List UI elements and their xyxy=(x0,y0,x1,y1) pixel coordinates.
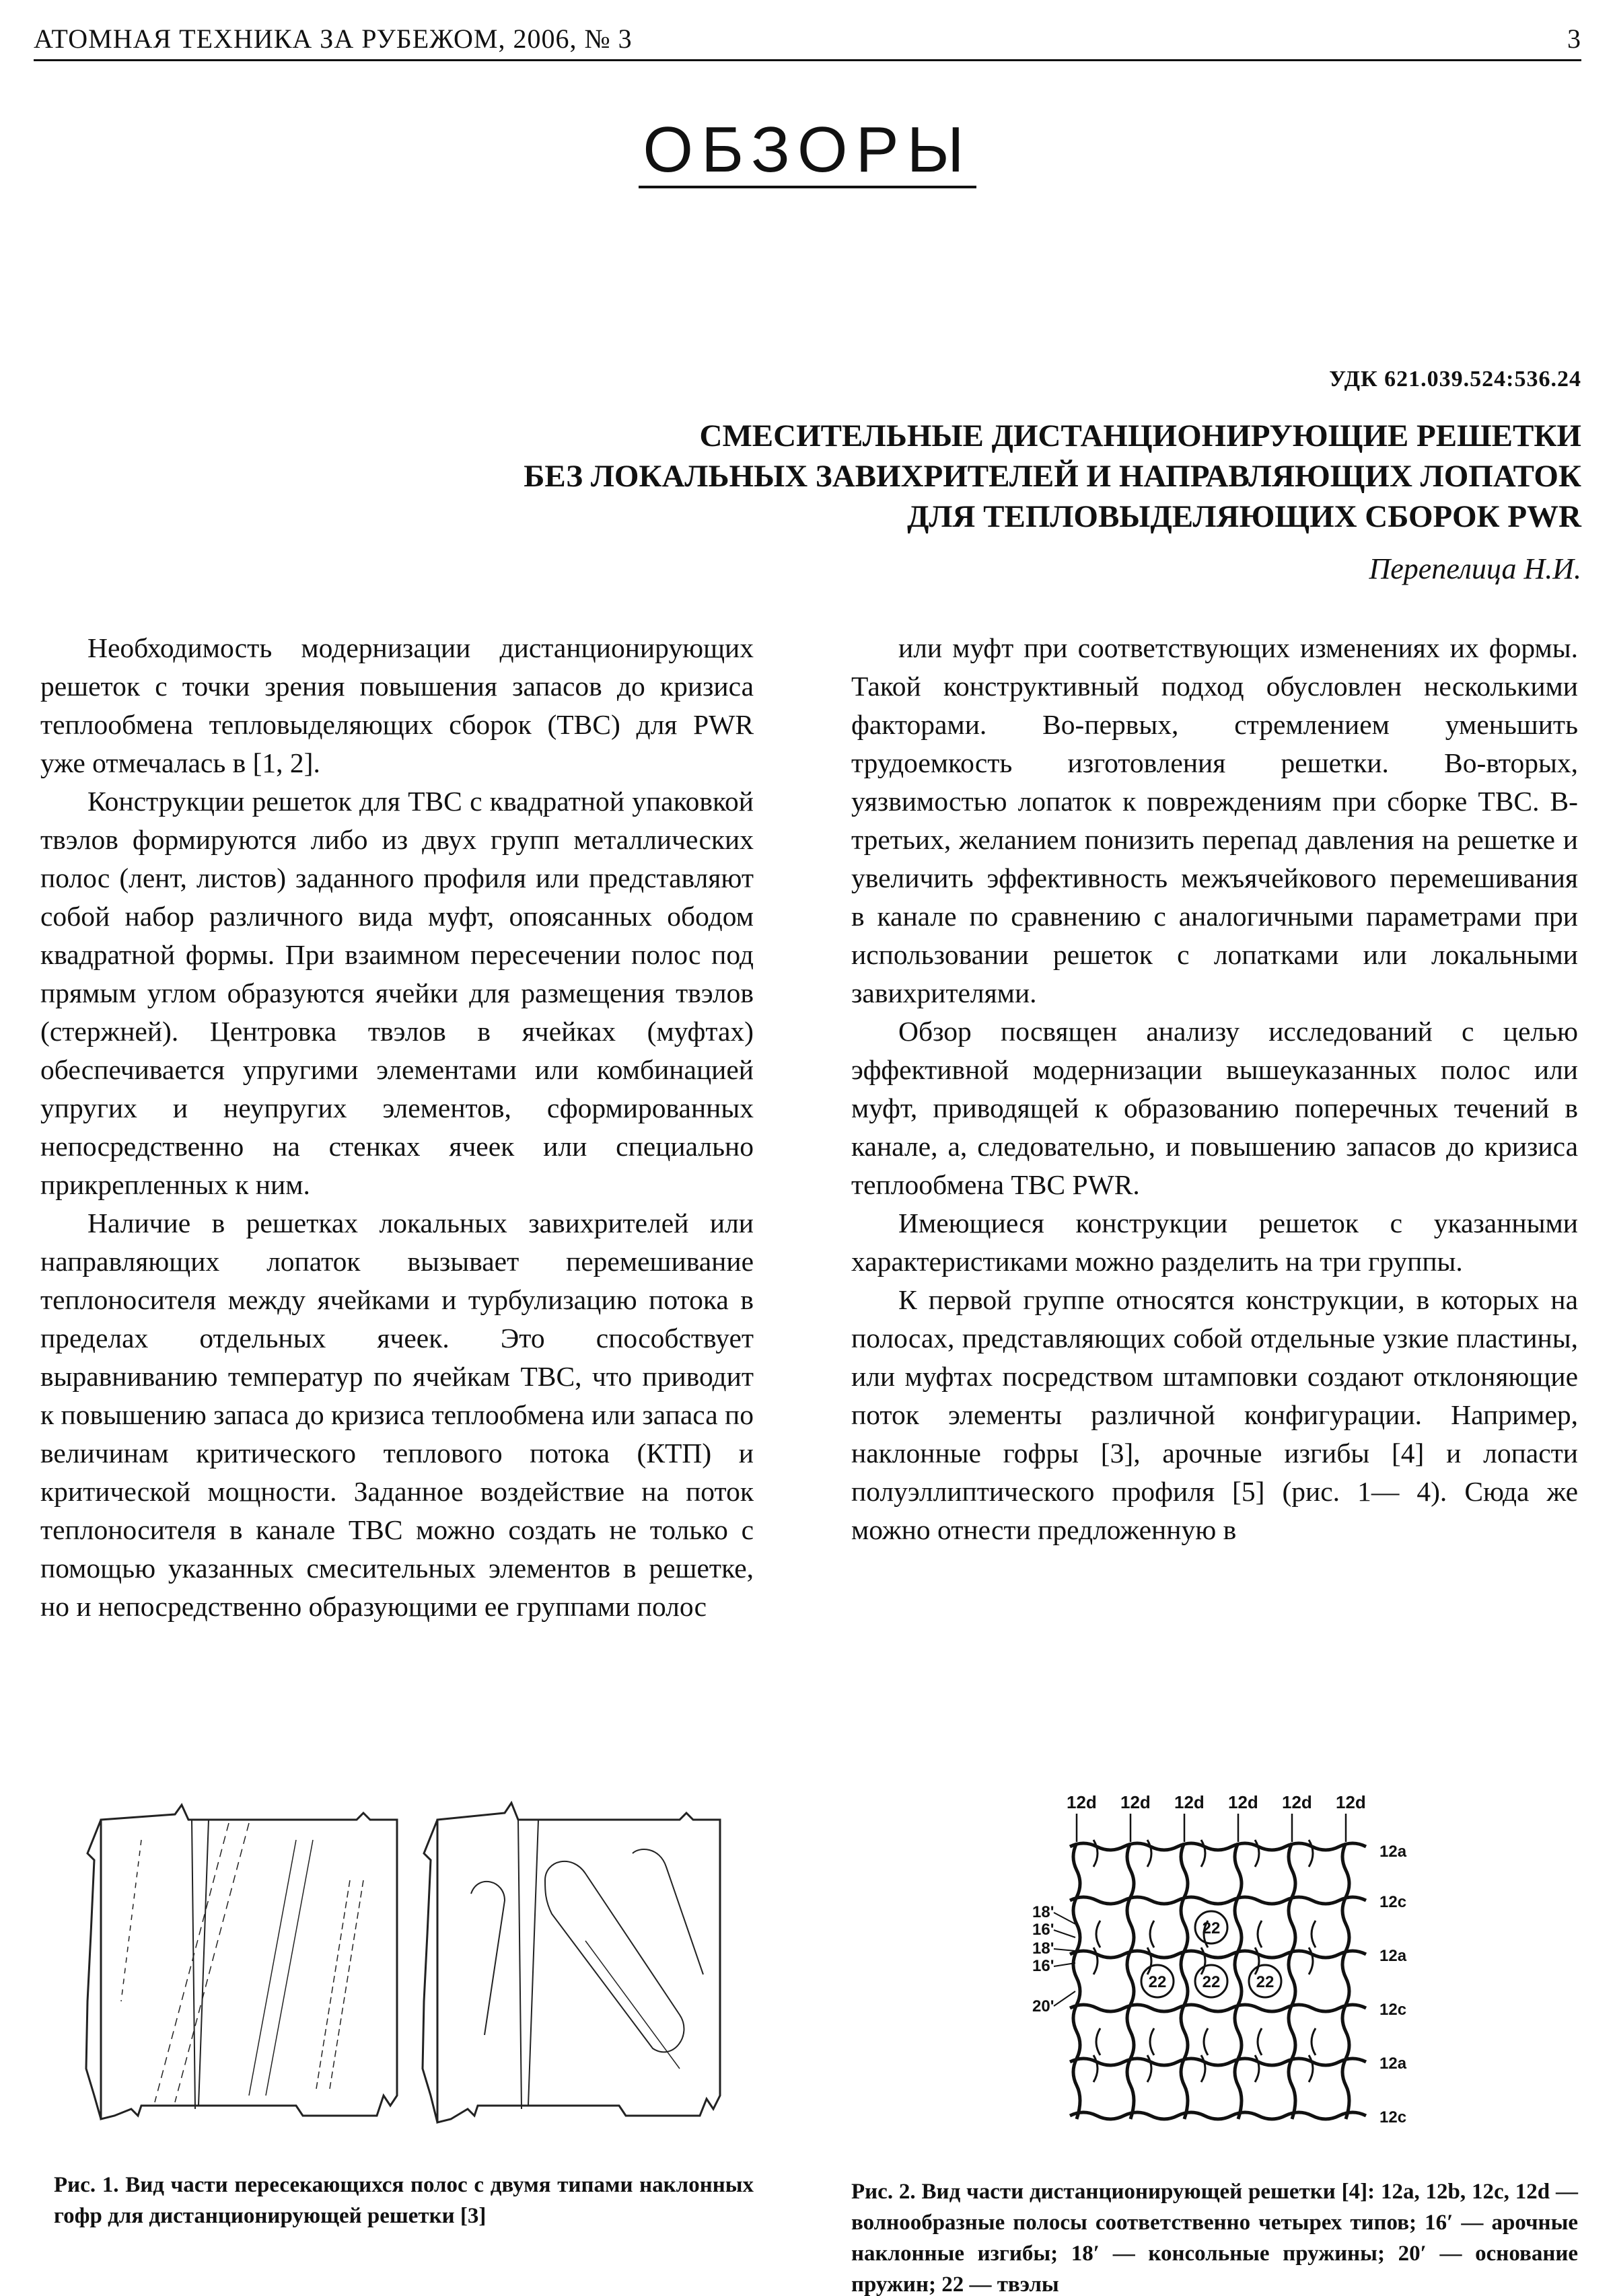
figure-2-drawing xyxy=(1030,1789,1454,2173)
label-12c: 12c xyxy=(1379,2001,1407,2019)
label-12a: 12a xyxy=(1379,2054,1407,2073)
top-labels xyxy=(1067,1792,1366,1812)
paragraph: Необходимость модернизации дистанционирующих решеток с точки зрения повышения запасов до кризиса теплообмена тепловыделяющих сборок (ТВС) для PWR уже отмечалась в [1, 2]. xyxy=(40,632,754,778)
label-12c: 12c xyxy=(1379,2108,1407,2126)
label-12d: 12d xyxy=(1067,1792,1097,1812)
label-22: 22 xyxy=(1202,1973,1221,1991)
paragraph: Наличие в решетках локальных завихрителей или направляющих лопаток вызывает перемешивание теплоносителя между ячейками и турбулизацию потока в пределах отдельных ячеек. Это способствует выравниванию температур по ячейкам ТВС, что приводит к повышению запаса до кризиса теплообмена или запаса по величинам критического теплового потока (КТП) и критической мощности. Заданное воздействие на поток теплоносителя в канале ТВС можно создать не только с помощью указанных смесительных элементов в решетке, но и непосредственно образующими ее группами полос xyxy=(40,1208,754,1622)
label-20: 20' xyxy=(1032,1997,1054,2015)
label-12a: 12a xyxy=(1379,1843,1407,1861)
section-title-text: ОБЗОРЫ xyxy=(639,114,976,188)
paragraph: Конструкции решеток для ТВС с квадратной упаковкой твэлов формируются либо из двух групп металлических полос (лент, листов) заданного профиля или представляют собой набор различного вида муфт, опоясанных ободом квадратной формы. При взаимном пересечении полос под прямым углом образуются ячейки для размещения твэлов (стержней). Центровка твэлов в ячейках (муфтах) обеспечивается упругими элементами или комбинацией упругих и неупругих элементов, сформированных непосредственно на стенках ячеек или специально прикрепленных к ним. xyxy=(40,786,754,1200)
author: Перепелица Н.И. xyxy=(1369,552,1581,585)
section-title xyxy=(0,114,1615,186)
label-12d: 12d xyxy=(1228,1792,1258,1812)
label-16: 16' xyxy=(1032,1921,1054,1939)
strip-right xyxy=(423,1803,720,2122)
label-22: 22 xyxy=(1202,1919,1221,1937)
paragraph: К первой группе относятся конструкции, в которых на полосах, представляющих собой отдельные узкие пластины, или муфтах посредством штамповки создают отклоняющие поток элементы различной конфигурации. Например, наклонные гофры [3], арочные изгибы [4] и лопасти полуэллиптического профиля [5] (рис. 1— 4). Сюда же можно отнести предложенную в xyxy=(851,1284,1578,1545)
label-12c: 12c xyxy=(1379,1893,1407,1911)
article-title-line: СМЕСИТЕЛЬНЫЕ ДИСТАНЦИОНИРУЮЩИЕ РЕШЕТКИ xyxy=(699,418,1581,453)
left-labels xyxy=(1032,1903,1054,2015)
udc-code: УДК 621.039.524:536.24 xyxy=(1329,367,1581,392)
article-title-line: БЕЗ ЛОКАЛЬНЫХ ЗАВИХРИТЕЛЕЙ И НАПРАВЛЯЮЩИХ ЛОПАТОК xyxy=(524,459,1581,494)
label-12d: 12d xyxy=(1282,1792,1312,1812)
label-12d: 12d xyxy=(1120,1792,1151,1812)
label-22: 22 xyxy=(1256,1973,1275,1991)
label-12d: 12d xyxy=(1336,1792,1366,1812)
article-title xyxy=(168,416,1581,537)
paragraph: Имеющиеся конструкции решеток с указанными характеристиками можно разделить на три группы. xyxy=(851,1208,1578,1277)
figure-1-caption: Рис. 1. Вид части пересекающихся полос с двумя типами наклонных гофр для дистанционирующей решетки [3] xyxy=(54,2173,754,2228)
figure-2-caption: Рис. 2. Вид части дистанционирующей решетки [4]: 12a, 12b, 12c, 12d — волнообразные полосы соответственно четырех типов; 16′ — арочные наклонные изгибы; 18′ — консольные пружины; 20′ — основание пружин; 22 — твэлы xyxy=(851,2180,1578,2296)
right-column xyxy=(851,629,1578,1549)
left-column xyxy=(40,629,754,1626)
running-head xyxy=(34,19,1581,61)
page-number: 3 xyxy=(1567,24,1581,54)
label-18: 18' xyxy=(1032,1939,1054,1958)
right-labels xyxy=(1379,1843,1407,2126)
label-12a: 12a xyxy=(1379,1947,1407,1965)
figure-1-drawing xyxy=(74,1800,747,2149)
strip-left xyxy=(86,1805,397,2119)
paragraph: или муфт при соответствующих изменениях их формы. Такой конструктивный подход обусловлен несколькими факторами. Во-первых, стремлением уменьшить трудоемкость изготовления решетки. Во-вторых, уязвимостью лопаток к повреждениям при сборке ТВС. В-третьих, желанием понизить перепад давления на решетке и увеличить эффективность межъячейкового перемешивания в канале по сравнению с аналогичными параметрами при использовании решеток с лопатками или локальными завихрителями. xyxy=(851,632,1578,1008)
label-12d: 12d xyxy=(1174,1792,1205,1812)
label-22: 22 xyxy=(1148,1973,1167,1991)
label-18: 18' xyxy=(1032,1903,1054,1921)
article-title-line: ДЛЯ ТЕПЛОВЫДЕЛЯЮЩИХ СБОРОК PWR xyxy=(907,499,1581,534)
journal-title: АТОМНАЯ ТЕХНИКА ЗА РУБЕЖОМ, 2006, № 3 xyxy=(34,24,633,54)
label-16: 16' xyxy=(1032,1957,1054,1975)
top-arrows xyxy=(1077,1814,1346,1842)
paragraph: Обзор посвящен анализу исследований с целью эффективной модернизации вышеуказанных полос или муфт, приводящей к образованию поперечных течений в канале, а, следовательно, и повышению запасов до кризиса теплообмена ТВС PWR. xyxy=(851,1016,1578,1200)
